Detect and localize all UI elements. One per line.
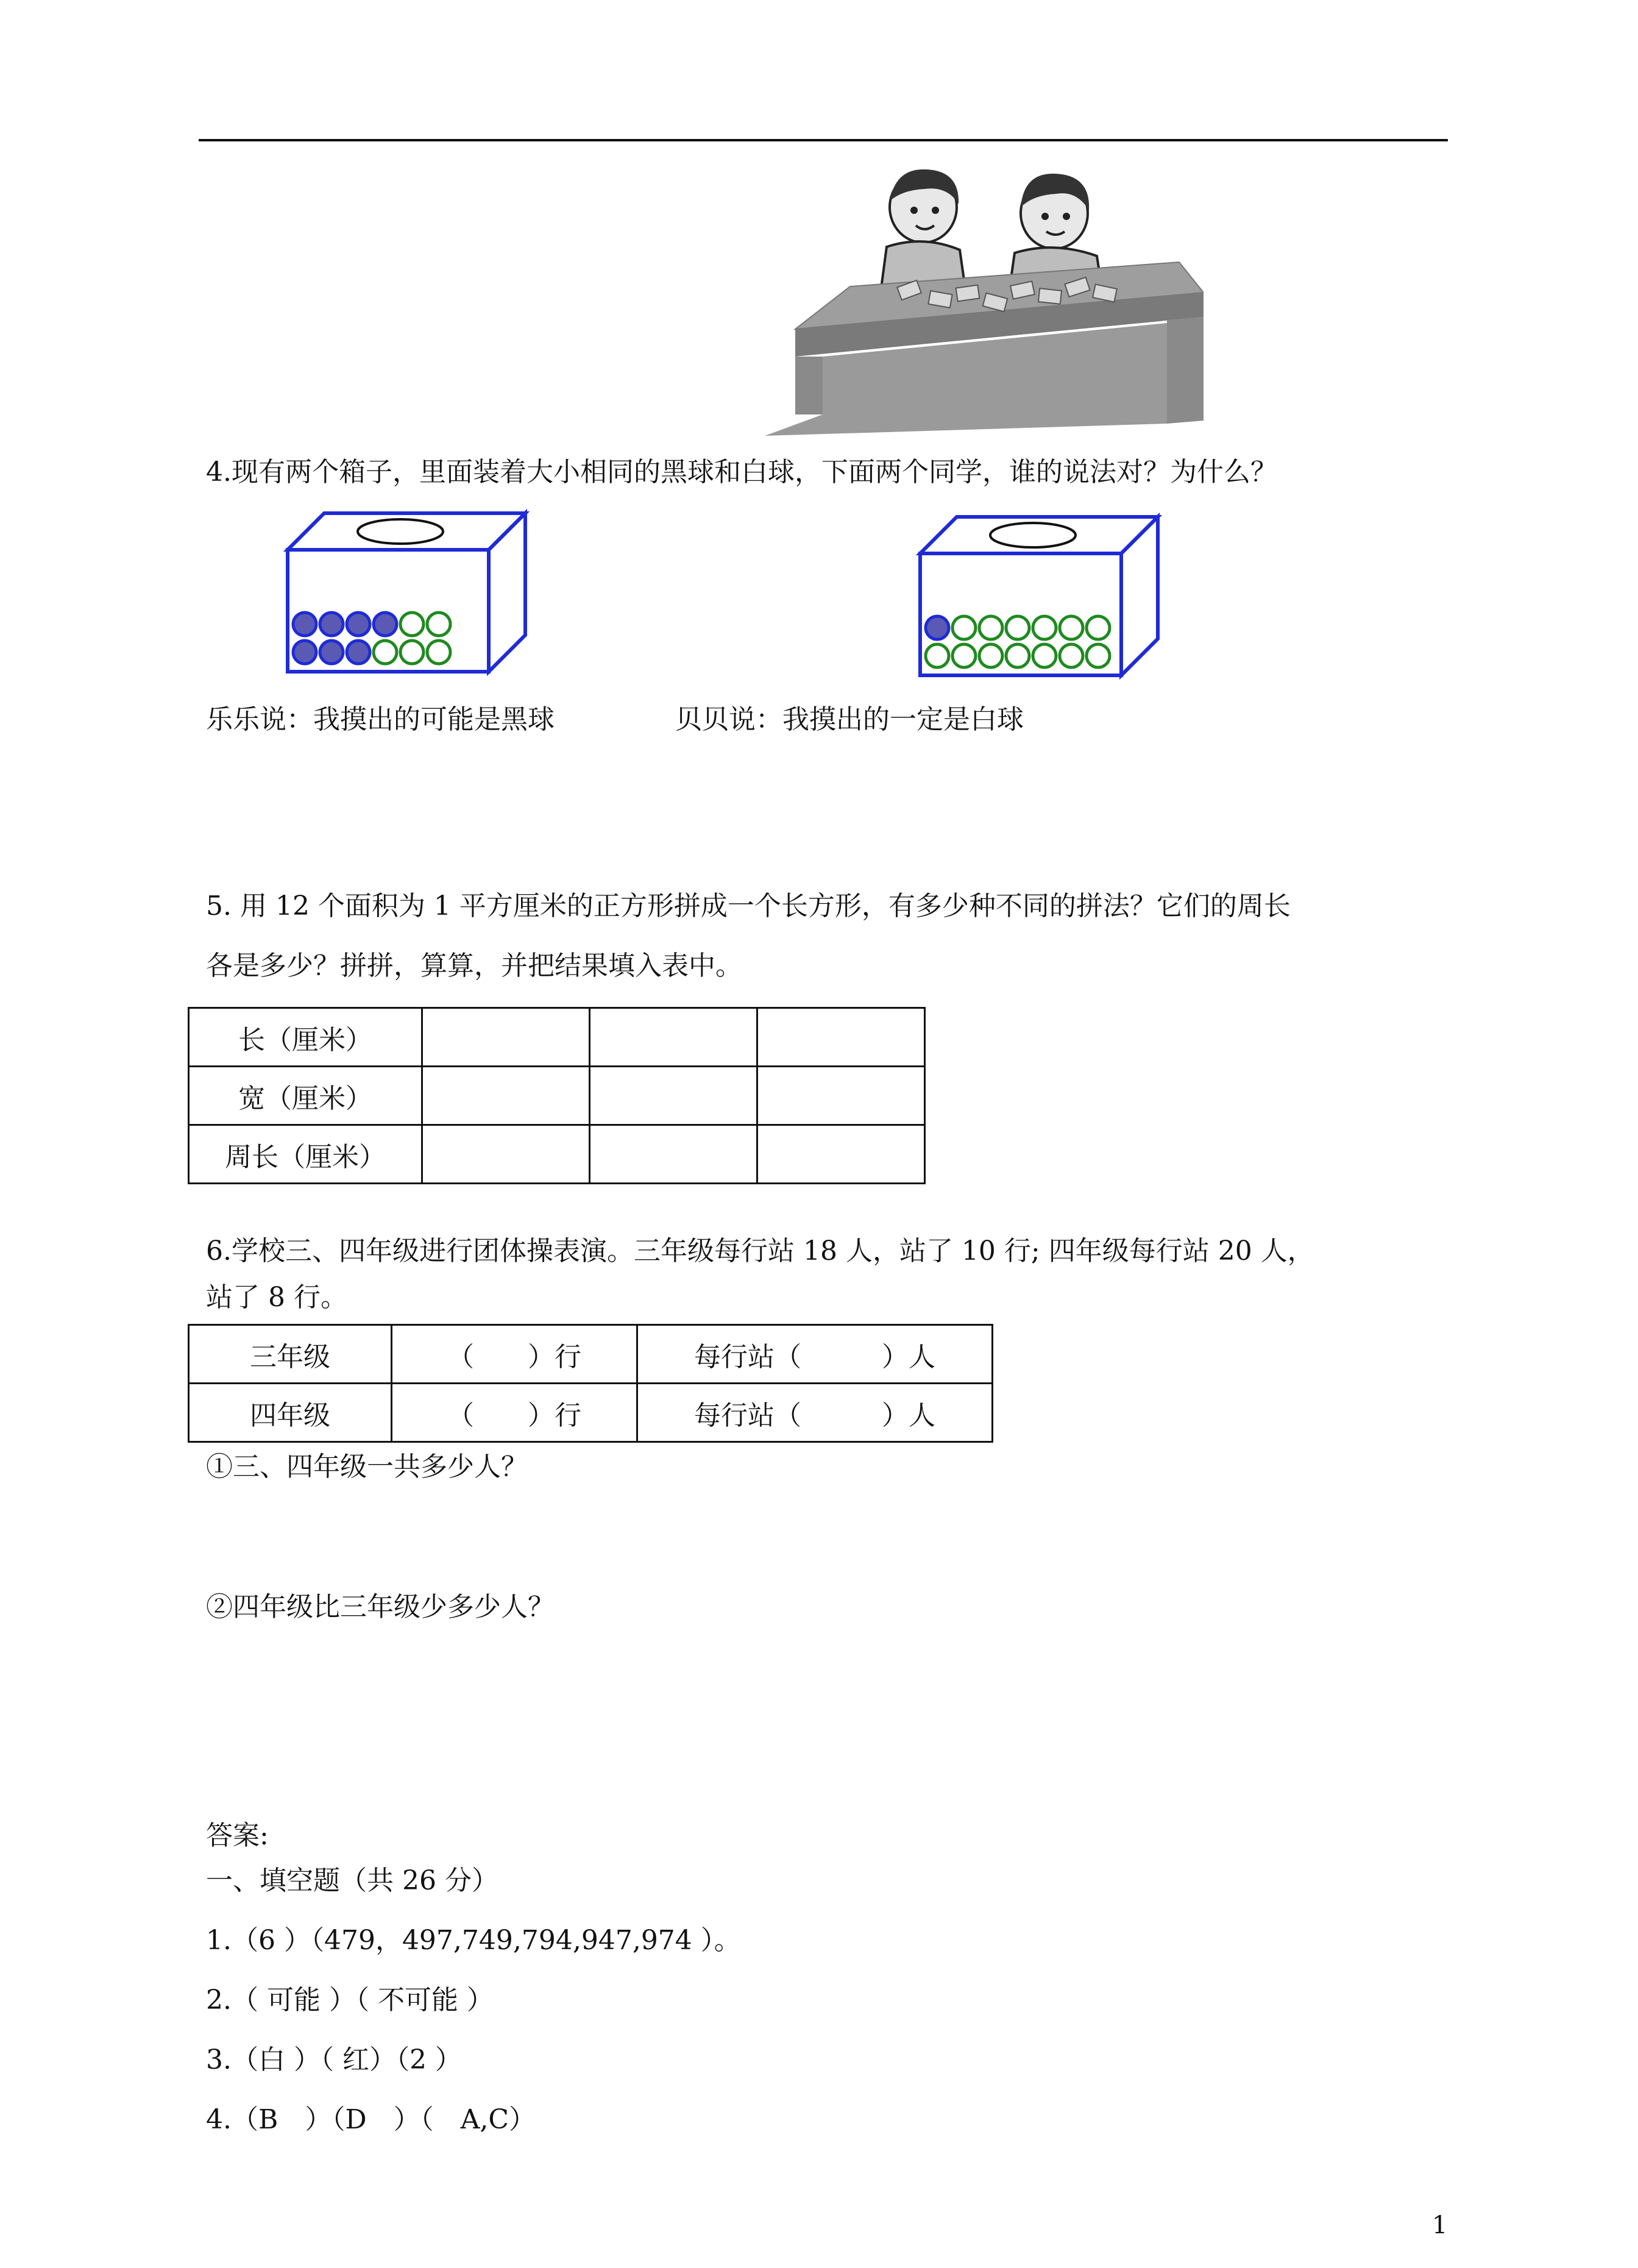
answer-4: 4.（B ）（D ）（ A,C）	[206, 2104, 536, 2135]
q6-question-line1: 6.学校三、四年级进行团体操表演。三年级每行站 18 人，站了 10 行; 四年级每行站 20 人，	[206, 1235, 1314, 1267]
answer-cell[interactable]	[422, 1125, 590, 1184]
q6-sub-question-1: ①三、四年级一共多少人？	[206, 1451, 528, 1482]
page-number: 1	[1432, 2211, 1448, 2239]
table-row	[189, 1067, 925, 1125]
answer-cell[interactable]	[757, 1008, 925, 1067]
answer-2: 2.（ 可能 ）（ 不可能 ）	[206, 1985, 494, 2016]
grade-label: 三年级	[189, 1325, 392, 1384]
q5-table	[188, 1007, 926, 1184]
table-row	[189, 1125, 925, 1184]
table-row	[189, 1008, 925, 1067]
answer-cell[interactable]	[757, 1067, 925, 1125]
beibei-statement: 贝贝说：我摸出的一定是白球	[675, 704, 1024, 735]
ball-box-2	[914, 511, 1164, 681]
table-row	[189, 1384, 993, 1442]
rows-answer-cell[interactable]: （ ）行	[392, 1384, 637, 1442]
child-left	[881, 169, 966, 293]
q6-table	[188, 1324, 993, 1443]
row-label-width: 宽（厘米）	[189, 1067, 422, 1125]
box1-balls	[293, 613, 450, 664]
table-row	[189, 1325, 993, 1384]
header-rule	[199, 139, 1448, 141]
answers-title: 答案:	[206, 1820, 269, 1851]
box2-balls	[926, 616, 1110, 667]
q6-question-line2: 站了 8 行。	[206, 1282, 347, 1313]
answers-section-title: 一、填空题（共 26 分）	[206, 1865, 498, 1896]
answer-cell[interactable]	[422, 1008, 590, 1067]
q4-question: 4.现有两个箱子，里面装着大小相同的黑球和白球，下面两个同学，谁的说法对？为什么？	[206, 457, 1277, 488]
row-label-perimeter: 周长（厘米）	[189, 1125, 422, 1184]
q5-question-line1: 5. 用 12 个面积为 1 平方厘米的正方形拼成一个长方形，有多少种不同的拼法？它们的周长	[206, 890, 1291, 922]
answer-cell[interactable]	[422, 1067, 590, 1125]
rows-answer-cell[interactable]: （ ）行	[392, 1325, 637, 1384]
per-row-answer-cell[interactable]: 每行站（ ）人	[637, 1325, 993, 1384]
answer-3: 3.（白 ）（ 红）（2 ）	[206, 2044, 462, 2075]
grade-label: 四年级	[189, 1384, 392, 1442]
answer-cell[interactable]	[590, 1125, 757, 1184]
q6-sub-question-2: ②四年级比三年级少多少人？	[206, 1591, 555, 1623]
answer-cell[interactable]	[757, 1125, 925, 1184]
lele-statement: 乐乐说：我摸出的可能是黑球	[206, 704, 555, 735]
row-label-length: 长（厘米）	[189, 1008, 422, 1067]
answer-cell[interactable]	[590, 1008, 757, 1067]
children-cards-illustration	[765, 165, 1204, 445]
per-row-answer-cell[interactable]: 每行站（ ）人	[637, 1384, 993, 1442]
ball-box-1	[282, 507, 531, 678]
q5-question-line2: 各是多少？拼拼，算算，并把结果填入表中。	[206, 950, 742, 981]
answer-1: 1.（6 ）（479，497,749,794,947,974 ）。	[206, 1925, 741, 1956]
answer-cell[interactable]	[590, 1067, 757, 1125]
